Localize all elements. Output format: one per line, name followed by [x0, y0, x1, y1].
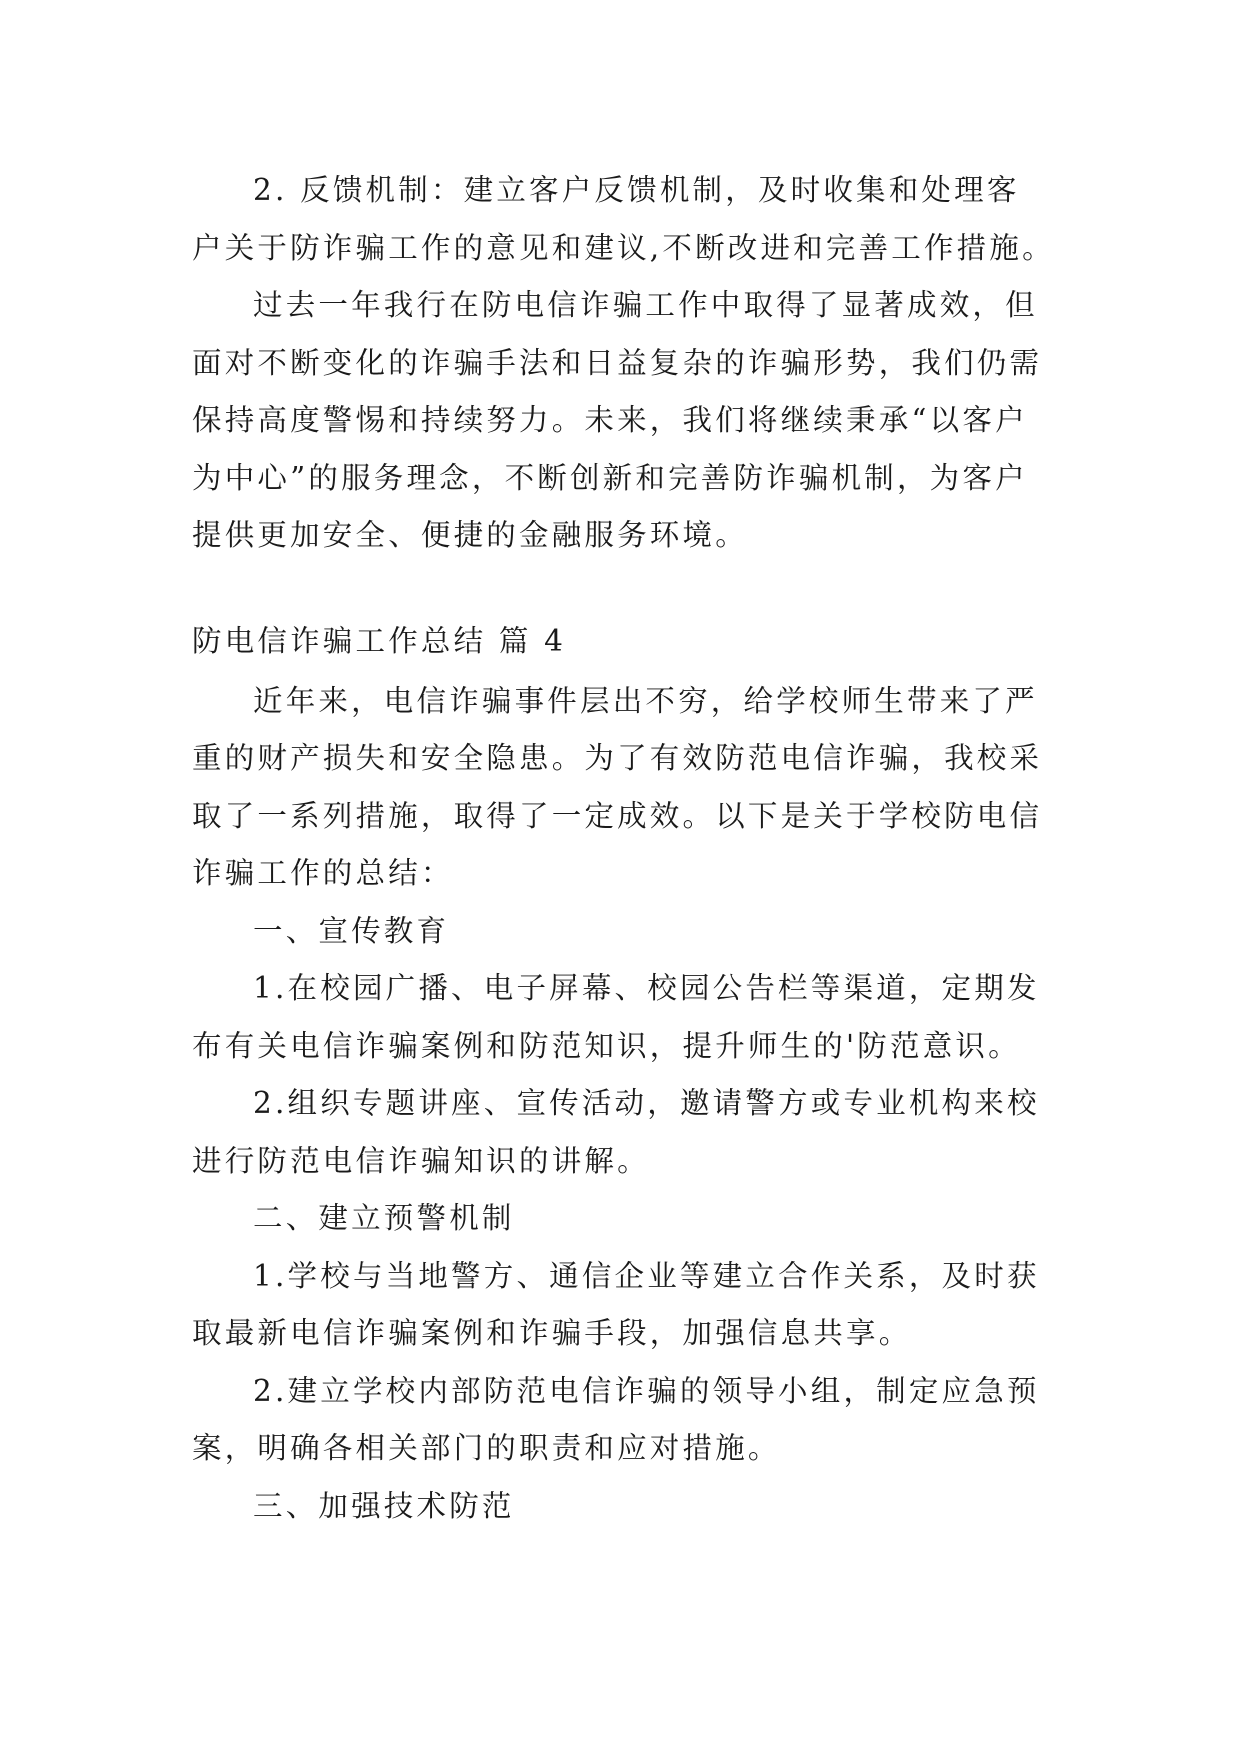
text-line: 过去一年我行在防电信诈骗工作中取得了显著成效，但: [253, 288, 1038, 322]
text-line: 保持高度警惕和持续努力。未来，我们将继续秉承“以客户: [192, 403, 1028, 437]
text-line: 1.学校与当地警方、通信企业等建立合作关系，及时获: [253, 1258, 1040, 1293]
subsection-heading: 一、宣传教育: [253, 913, 450, 948]
section-heading: 防电信诈骗工作总结 篇 4: [192, 623, 567, 658]
text-line: 近年来，电信诈骗事件层出不穷，给学校师生带来了严: [253, 683, 1038, 718]
document-body: [192, 162, 1072, 1535]
section-spacer: [192, 565, 1072, 609]
text-line: 重的财产损失和安全隐患。为了有效防范电信诈骗，我校采: [192, 741, 1043, 775]
text-line: 提供更加安全、便捷的金融服务环境。: [192, 518, 748, 552]
subsection-heading: 三、加强技术防范: [253, 1488, 515, 1523]
text-line: 1.在校园广播、电子屏幕、校园公告栏等渠道，定期发: [253, 971, 1040, 1005]
paragraph-block-after: [192, 673, 1072, 1536]
text-line: 户关于防诈骗工作的意见和建议,不断改进和完善工作措施。: [192, 230, 1055, 265]
text-line: 2. 反馈机制：建立客户反馈机制，及时收集和处理客: [253, 173, 1020, 207]
text-line: 取最新电信诈骗案例和诈骗手段，加强信息共享。: [192, 1316, 912, 1350]
paragraph-block-before: [192, 162, 1072, 565]
text-line: 为中心”的服务理念，不断创新和完善防诈骗机制，为客户: [192, 460, 1028, 495]
text-line: 面对不断变化的诈骗手法和日益复杂的诈骗形势，我们仍需: [192, 345, 1043, 380]
text-line: 取了一系列措施，取得了一定成效。以下是关于学校防电信: [192, 798, 1043, 833]
text-line: 2.组织专题讲座、宣传活动，邀请警方或专业机构来校: [253, 1086, 1040, 1120]
text-line: 进行防范电信诈骗知识的讲解。: [192, 1143, 650, 1178]
text-line: 布有关电信诈骗案例和防范知识，提升师生的'防范意识。: [192, 1028, 1021, 1063]
text-line: 案，明确各相关部门的职责和应对措施。: [192, 1431, 781, 1465]
text-line: 诈骗工作的总结：: [192, 856, 454, 890]
subsection-heading: 二、建立预警机制: [253, 1201, 515, 1235]
text-line: 2.建立学校内部防范电信诈骗的领导小组，制定应急预: [253, 1373, 1040, 1408]
